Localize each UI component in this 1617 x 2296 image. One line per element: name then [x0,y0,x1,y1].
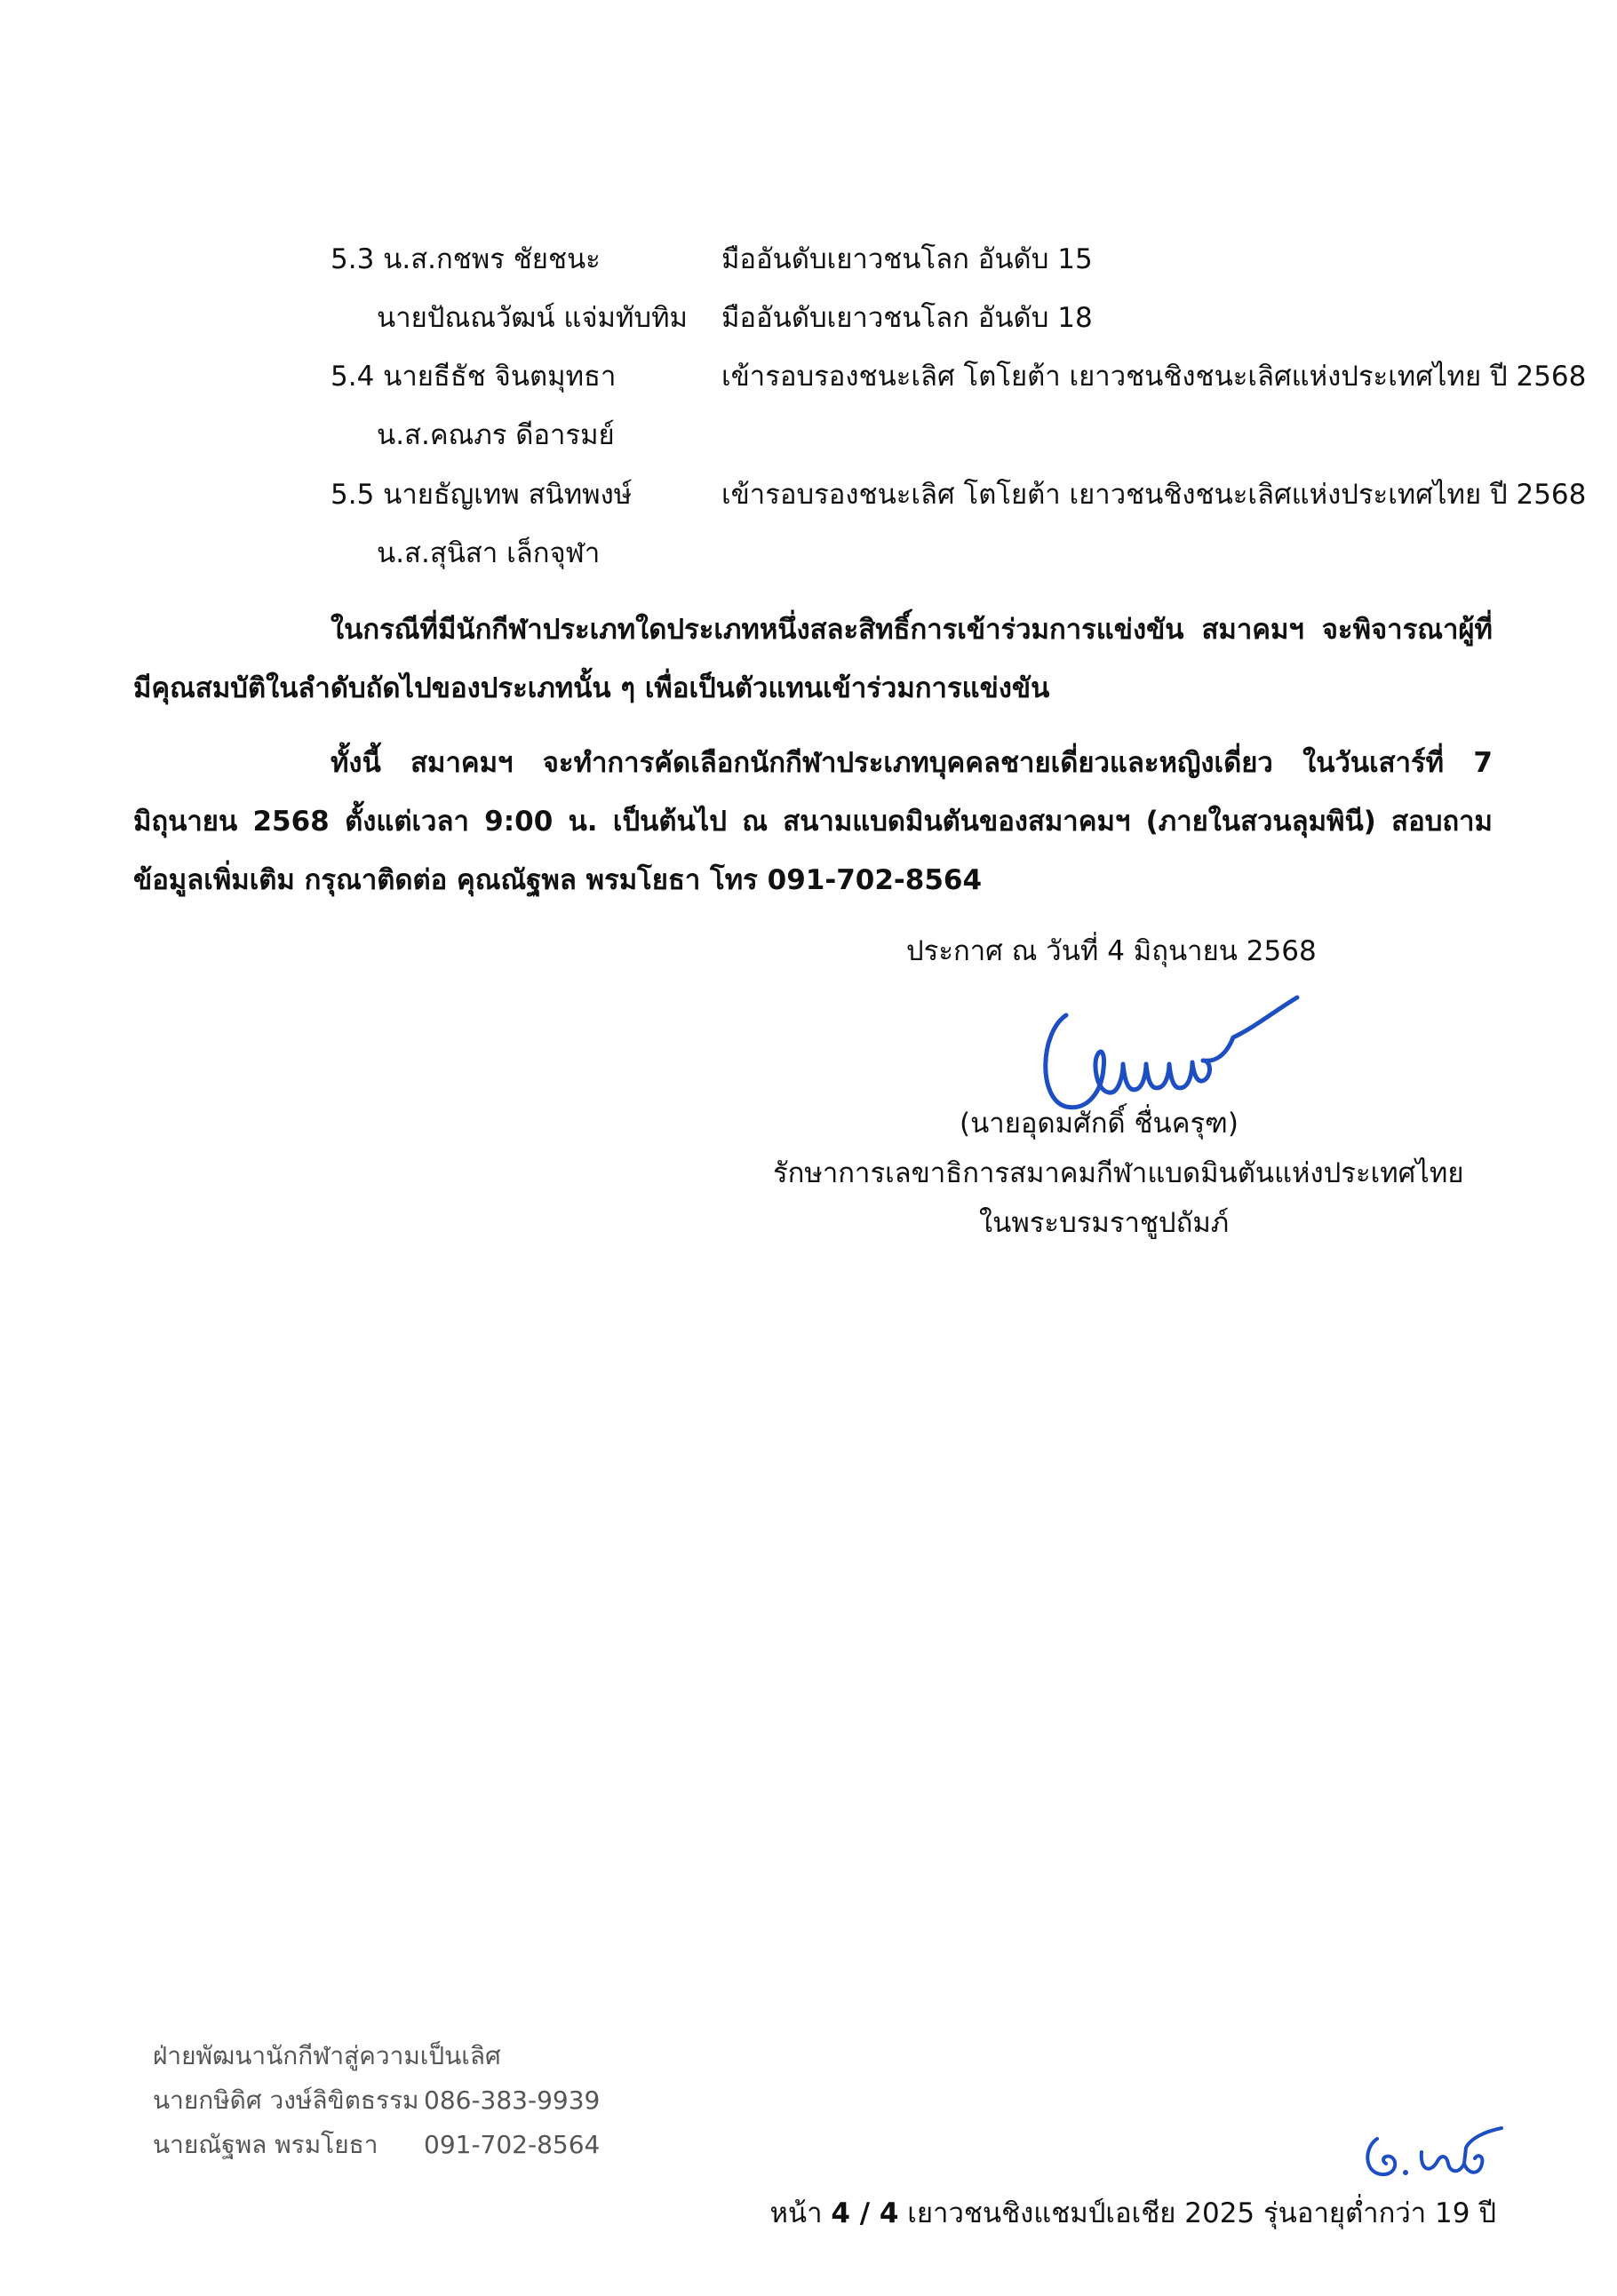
entry-5-5-name [331,475,632,514]
entry-name: นายธีธัช จินตมุทธา [383,361,617,393]
document-title: เยาวชนชิงแชมป์เอเชีย 2025 รุ่นอายุต่ำกว่า 19 ปี [907,2197,1496,2229]
announce-date: ประกาศ ณ วันที่ 4 มิถุนายน 2568 [906,935,1317,967]
entry-name: นายธัญเทพ สนิทพงษ์ [383,479,633,511]
entry-name: น.ส.กชพร ชัยชนะ [383,243,601,275]
entry-5-5-desc: เข้ารอบรองชนะเลิศ โตโยต้า เยาวชนชิงชนะเลิศแห่งประเทศไทย ปี 2568 [721,479,1587,511]
entry-number: 5.4 [331,361,375,393]
entry-number: 5.5 [331,479,375,511]
department-label: ฝ่ายพัฒนานักกีฬาสู่ความเป็นเลิศ [153,2041,501,2070]
contact-name: นายกษิดิศ วงษ์ลิขิตธรรม [153,2085,419,2115]
signatory-patronage: ในพระบรมราชูปถัมภ์ [979,1207,1230,1239]
contact-phone: 086-383-9939 [424,2085,601,2115]
entry-5-4-desc: เข้ารอบรองชนะเลิศ โตโยต้า เยาวชนชิงชนะเลิศแห่งประเทศไทย ปี 2568 [721,361,1587,393]
paragraph-withdrawal: ในกรณีที่มีนักกีฬาประเภทใดประเภทหนึ่งสละสิทธิ์การเข้าร่วมการแข่งขัน สมาคมฯ จะพิจารณาผู้ที่มีคุณสมบัติในลำดับถัดไปของประเภทนั้น ๆ เพื่อเป็นตัวแทนเข้าร่วมการแข่งขัน [133,614,1493,704]
page-number: 4 / 4 [831,2197,899,2229]
signatory-position: รักษาการเลขาธิการสมาคมกีฬาแบดมินตันแห่งประเทศไทย [773,1157,1464,1189]
entry-5-3b-name: นายปัณณวัฒน์ แจ่มทับทิม [377,302,688,334]
paragraph-selection: ทั้งนี้ สมาคมฯ จะทำการคัดเลือกนักกีฬาประเภทบุคคลชายเดี่ยวและหญิงเดี่ยว ในวันเสาร์ที่ 7 มิถุนายน 2568 ตั้งแต่เวลา 9:00 น. เป็นต้นไป ณ สนามแบดมินตันของสมาคมฯ (ภายในสวนลุมพินี) สอบถามข้อมูลเพิ่มเติม กรุณาติดต่อ คุณณัฐพล พรมโยธา โทร 091-702-8564 [133,747,1493,896]
entry-5-3-name [331,240,601,279]
page-footer [769,2194,1496,2233]
signatory-name: (นายอุดมศักดิ์ ชื่นครุฑ) [960,1108,1239,1140]
entry-5-4b-name: น.ส.คณภร ดีอารมย์ [377,419,615,451]
entry-5-4-name [331,357,616,396]
entry-5-3b-desc: มืออันดับเยาวชนโลก อันดับ 18 [721,302,1093,334]
page-label: หน้า [769,2197,823,2229]
contact-name: นายณัฐพล พรมโยธา [153,2130,378,2159]
contact-phone: 091-702-8564 [424,2130,601,2159]
entry-5-3-desc: มืออันดับเยาวชนโลก อันดับ 15 [721,243,1093,275]
initials-image [1359,2121,1510,2183]
entry-5-5b-name: น.ส.สุนิสา เล็กจุฬา [377,537,601,569]
entry-number: 5.3 [331,243,375,275]
